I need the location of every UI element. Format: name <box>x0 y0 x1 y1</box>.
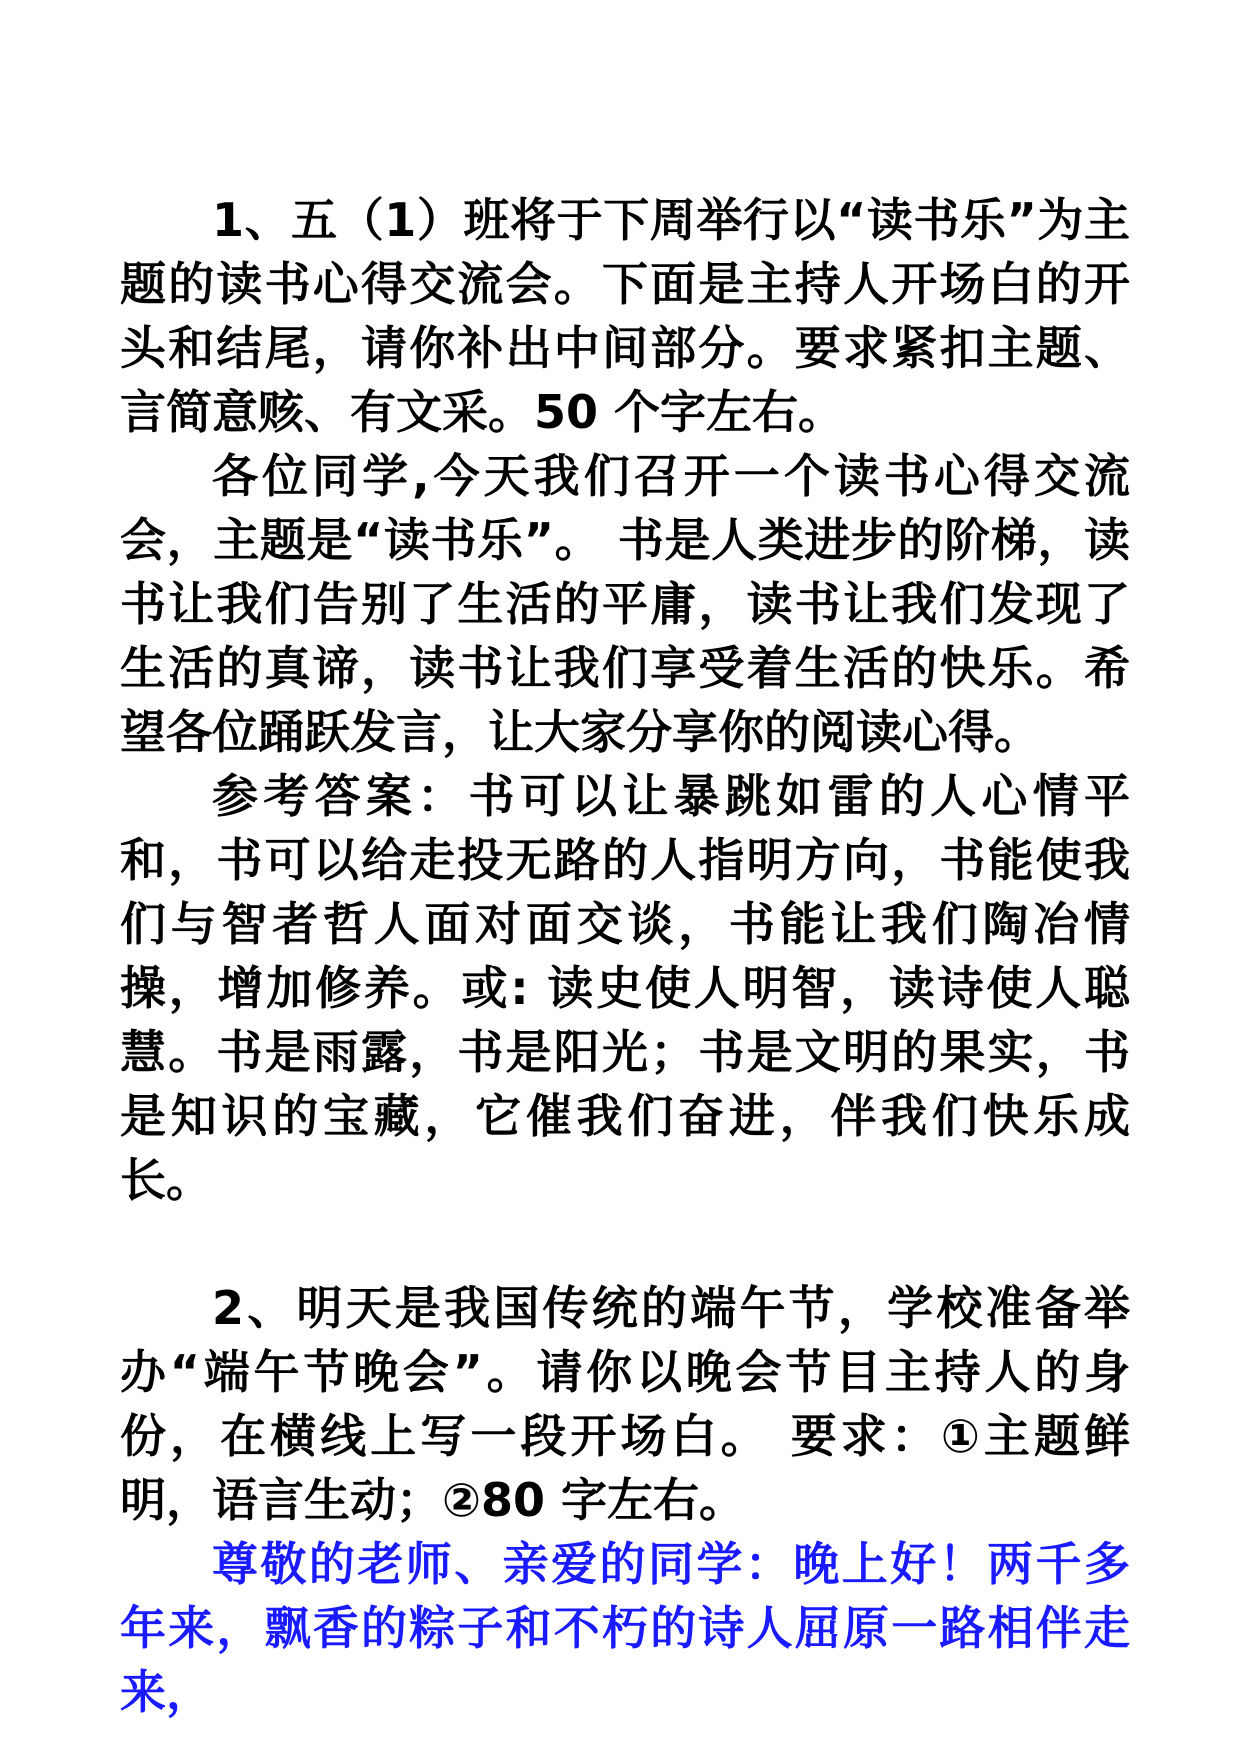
section-gap <box>120 1212 1130 1276</box>
q1-script: 各位同学,今天我们召开一个读书心得交流会，主题是“读书乐”。 书是人类进步的阶梯，读书让我们告别了生活的平庸，读书让我们发现了生活的真谛，读书让我们享受着生活的快乐。希望各位踊跃发言，让大家分享你的阅读心得。 <box>120 449 1130 759</box>
document-page <box>120 188 1130 1724</box>
q2-question: 2、明天是我国传统的端午节，学校准备举办“端午节晚会”。请你以晚会节目主持人的身份，在横线上写一段开场白。 要求：①主题鲜明，语言生动；②80 字左右。 <box>120 1281 1130 1527</box>
q2-answer: 尊敬的老师、亲爱的同学：晚上好！两千多年来，飘香的粽子和不朽的诗人屈原一路相伴走来， <box>120 1537 1130 1719</box>
q1-answer: 参考答案：书可以让暴跳如雷的人心情平和，书可以给走投无路的人指明方向，书能使我们与智者哲人面对面交谈，书能让我们陶冶情操，增加修养。或: 读史使人明智，读诗使人聪慧。书是雨露，书是阳光；书是文明的果实，书是知识的宝藏，它催我们奋进，伴我们快乐成长。 <box>120 769 1130 1207</box>
q1-question: 1、五（1）班将于下周举行以“读书乐”为主题的读书心得交流会。下面是主持人开场白的开头和结尾，请你补出中间部分。要求紧扣主题、言简意赅、有文采。50 个字左右。 <box>120 193 1130 439</box>
